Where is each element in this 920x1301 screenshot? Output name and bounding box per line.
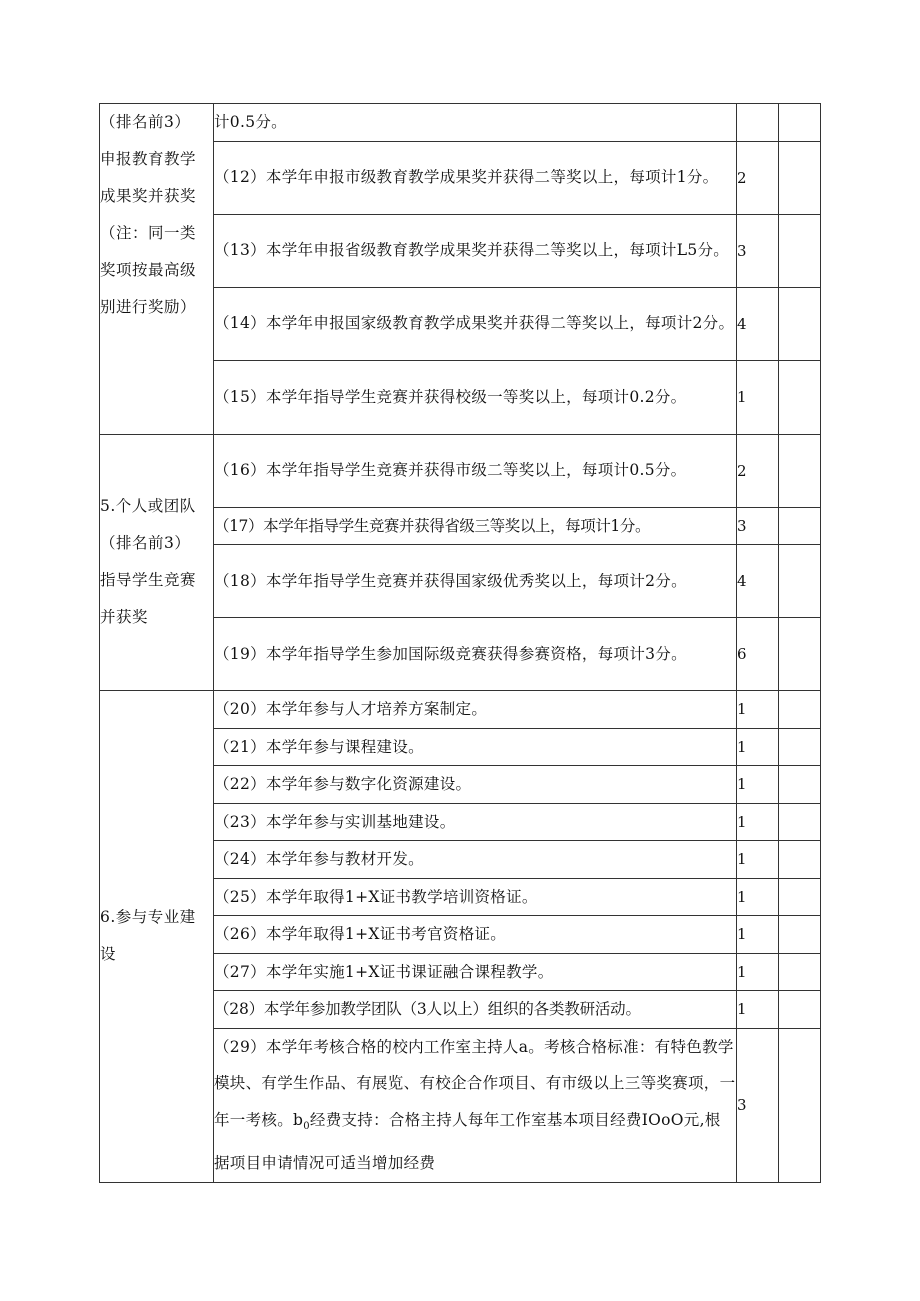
category-line: 5.个人或团队: [100, 497, 196, 516]
item-text: （15）本学年指导学生竞赛并获得校级一等奖以上，每项计0.2分。: [214, 360, 737, 434]
item-text: （13）本学年申报省级教育教学成果奖并获得二等奖以上，每项计L5分。: [214, 214, 737, 287]
score-cell: 1: [737, 878, 779, 916]
item-text: （16）本学年指导学生竞赛并获得市级二等奖以上，每项计0.5分。: [214, 434, 737, 507]
blank-cell: [779, 141, 821, 214]
score-cell: 2: [737, 141, 779, 214]
item-text: （14）本学年申报国家级教育教学成果奖并获得二等奖以上，每项计2分。: [214, 287, 737, 360]
score-cell: 4: [737, 545, 779, 618]
score-cell: 3: [737, 1028, 779, 1182]
category-line: 设: [100, 945, 117, 964]
item-text: （21）本学年参与课程建设。: [214, 728, 737, 766]
item-text: （24）本学年参与教材开发。: [214, 841, 737, 879]
category-line: （排名前3）: [100, 113, 191, 131]
score-cell: 1: [737, 766, 779, 804]
score-cell: 4: [737, 287, 779, 360]
item-text: 计0.5分。: [214, 104, 737, 142]
item-text-part: 经费支持：合格主持人每年工作室基本项目经费IOoO元,根据项目申请情况可适当增加经费: [214, 1110, 721, 1173]
item-text: （12）本学年申报市级教育教学成果奖并获得二等奖以上，每项计1分。: [214, 141, 737, 214]
score-cell: 1: [737, 991, 779, 1029]
table-row: [100, 691, 821, 729]
score-cell: [737, 104, 779, 142]
blank-cell: [779, 953, 821, 991]
score-cell: 1: [737, 841, 779, 879]
category-line: 成果奖并获奖: [100, 187, 197, 205]
blank-cell: [779, 916, 821, 954]
category-cell: [100, 104, 214, 435]
item-text: （18）本学年指导学生竞赛并获得国家级优秀奖以上，每项计2分。: [214, 545, 737, 618]
score-cell: 3: [737, 507, 779, 545]
category-line: （排名前3）: [100, 534, 191, 553]
score-cell: 6: [737, 618, 779, 691]
item-text: （17）本学年指导学生竞赛并获得省级三等奖以上，每项计1分。: [214, 507, 737, 545]
item-text: （28）本学年参加教学团队（3人以上）组织的各类教研活动。: [214, 991, 737, 1029]
blank-cell: [779, 991, 821, 1029]
score-cell: 1: [737, 916, 779, 954]
category-line: 别进行奖励）: [100, 298, 197, 316]
table-row: [100, 104, 821, 142]
blank-cell: [779, 287, 821, 360]
item-text-part: （29）本学年考核合格的校内工作室主持人a。考核合格标准：有特色教学模块、有学生作品、有展览、有校企合作项目、有市级以上三等奖赛项，一年一考核。b: [214, 1037, 736, 1129]
score-cell: 3: [737, 214, 779, 287]
item-text: （20）本学年参与人才培养方案制定。: [214, 691, 737, 729]
blank-cell: [779, 360, 821, 434]
blank-cell: [779, 878, 821, 916]
score-cell: 1: [737, 803, 779, 841]
score-cell: 1: [737, 691, 779, 729]
blank-cell: [779, 803, 821, 841]
item-text: （23）本学年参与实训基地建设。: [214, 803, 737, 841]
blank-cell: [779, 434, 821, 507]
blank-cell: [779, 1028, 821, 1182]
score-cell: 1: [737, 953, 779, 991]
blank-cell: [779, 618, 821, 691]
blank-cell: [779, 728, 821, 766]
item-text: （27）本学年实施1+X证书课证融合课程教学。: [214, 953, 737, 991]
score-cell: 2: [737, 434, 779, 507]
category-line: （注：同一类: [100, 224, 197, 242]
category-line: 奖项按最高级: [100, 261, 197, 279]
item-text: （25）本学年取得1+X证书教学培训资格证。: [214, 878, 737, 916]
blank-cell: [779, 545, 821, 618]
evaluation-table: [99, 103, 821, 1183]
blank-cell: [779, 691, 821, 729]
blank-cell: [779, 214, 821, 287]
category-cell: [100, 434, 214, 691]
blank-cell: [779, 507, 821, 545]
blank-cell: [779, 104, 821, 142]
score-cell: 1: [737, 360, 779, 434]
category-cell: [100, 691, 214, 1183]
item-text: [214, 1028, 737, 1182]
item-text-subscript: 0: [303, 1120, 310, 1132]
blank-cell: [779, 841, 821, 879]
category-line: 6.参与专业建: [100, 908, 196, 927]
category-line: 并获奖: [100, 608, 149, 627]
category-line: 申报教育教学: [100, 150, 197, 168]
item-text: （26）本学年取得1+X证书考官资格证。: [214, 916, 737, 954]
blank-cell: [779, 766, 821, 804]
score-cell: 1: [737, 728, 779, 766]
category-line: 指导学生竞赛: [100, 571, 197, 590]
item-text: （19）本学年指导学生参加国际级竞赛获得参赛资格，每项计3分。: [214, 618, 737, 691]
item-text: （22）本学年参与数字化资源建设。: [214, 766, 737, 804]
table-row: [100, 434, 821, 507]
